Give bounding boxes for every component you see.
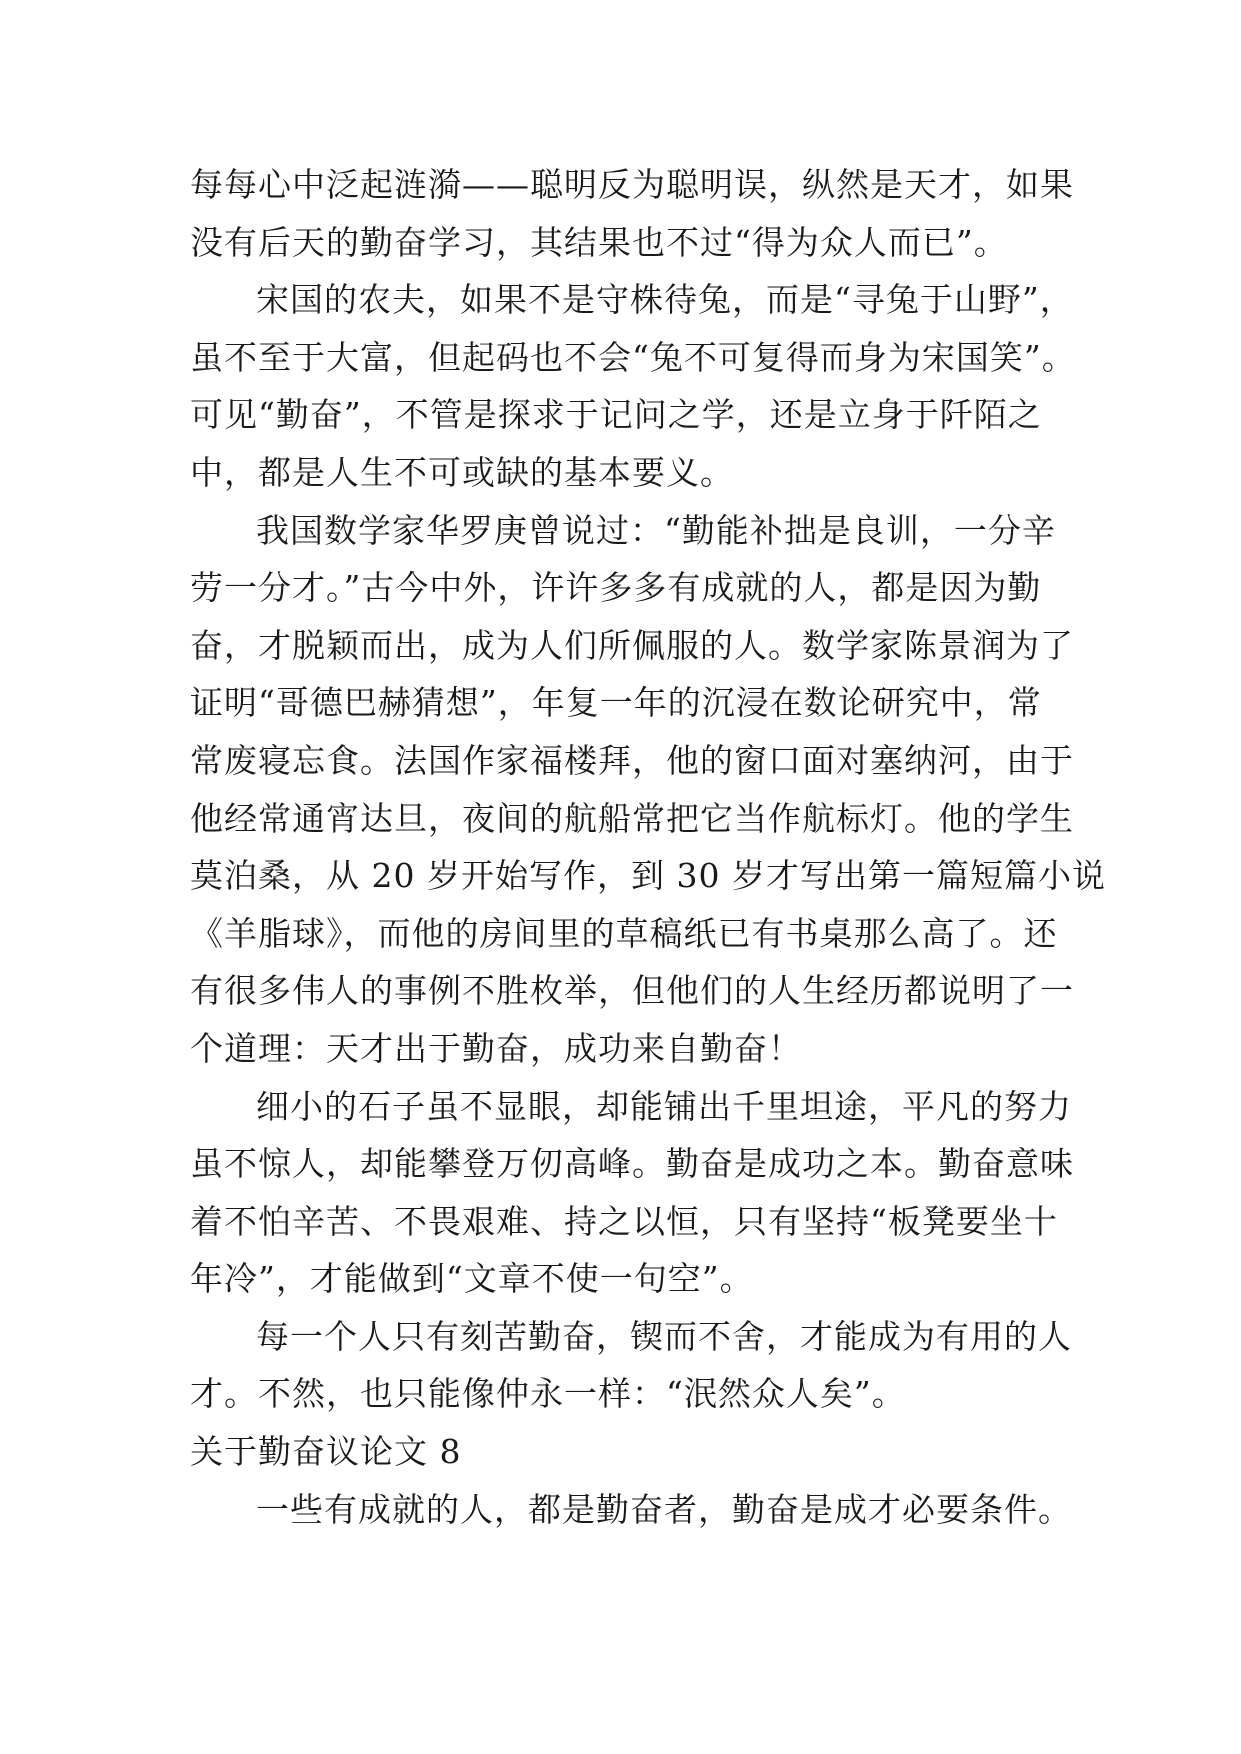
text-line: 虽不至于大富，但起码也不会“兔不可复得而身为宋国笑”。 xyxy=(190,337,1076,377)
text-line: 莫泊桑，从 20 岁开始写作，到 30 岁才写出第一篇短篇小说 xyxy=(190,856,1106,896)
text-line: 细小的石子虽不显眼，却能铺出千里坦途，平凡的努力 xyxy=(256,1086,1072,1126)
text-line: 个道理：天才出于勤奋，成功来自勤奋！ xyxy=(190,1028,802,1068)
text-line: 一些有成就的人，都是勤奋者，勤奋是成才必要条件。 xyxy=(256,1489,1072,1529)
text-line: 他经常通宵达旦，夜间的航船常把它当作航标灯。他的学生 xyxy=(190,798,1074,838)
text-line: 有很多伟人的事例不胜枚举，但他们的人生经历都说明了一 xyxy=(190,971,1074,1011)
text-line: 年冷”，才能做到“文章不使一句空”。 xyxy=(190,1259,754,1299)
text-line: 劳一分才。”古今中外，许许多多有成就的人，都是因为勤 xyxy=(190,568,1042,608)
text-line: 中，都是人生不可或缺的基本要义。 xyxy=(190,452,734,492)
text-line: 《羊脂球》，而他的房间里的草稿纸已有书桌那么高了。还 xyxy=(190,913,1058,953)
text-line: 常废寝忘食。法国作家福楼拜，他的窗口面对塞纳河，由于 xyxy=(190,740,1074,780)
text-line: 没有后天的勤奋学习，其结果也不过“得为众人而已”。 xyxy=(190,222,1008,262)
text-line: 奋，才脱颖而出，成为人们所佩服的人。数学家陈景润为了 xyxy=(190,625,1074,665)
text-line: 证明“哥德巴赫猜想”，年复一年的沉浸在数论研究中，常 xyxy=(190,683,1042,723)
document-body xyxy=(190,156,1106,1538)
text-line: 每一个人只有刻苦勤奋，锲而不舍，才能成为有用的人 xyxy=(256,1316,1072,1356)
text-line: 虽不惊人，却能攀登万仞高峰。勤奋是成功之本。勤奋意味 xyxy=(190,1144,1074,1184)
text-line: 宋国的农夫，如果不是守株待兔，而是“寻兔于山野”， xyxy=(256,280,1074,320)
text-line: 我国数学家华罗庚曾说过：“勤能补拙是良训，一分辛 xyxy=(256,510,1056,550)
text-line: 每每心中泛起涟漪——聪明反为聪明误，纵然是天才，如果 xyxy=(190,165,1074,204)
text-line: 可见“勤奋”，不管是探求于记问之学，还是立身于阡陌之 xyxy=(190,395,1042,435)
text-line: 着不怕辛苦、不畏艰难、持之以恒，只有坚持“板凳要坐十 xyxy=(190,1201,1058,1241)
text-line: 才。不然，也只能像仲永一样：“泯然众人矣”。 xyxy=(190,1374,906,1414)
section-heading: 关于勤奋议论文 8 xyxy=(190,1432,462,1472)
